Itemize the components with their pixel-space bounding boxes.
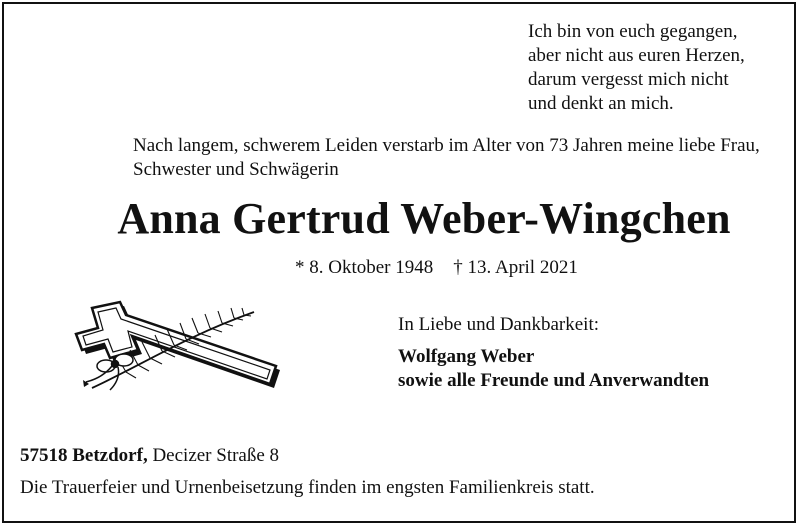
- death-date: † 13. April 2021: [453, 257, 578, 278]
- poem-line: aber nicht aus euren Herzen,: [528, 45, 745, 66]
- mourner-name: Wolfgang Weber: [398, 346, 535, 367]
- poem: [528, 20, 745, 116]
- poem-line: und denkt an mich.: [528, 93, 674, 114]
- poem-line: darum vergesst mich nicht: [528, 69, 729, 90]
- mourner-name: sowie alle Freunde und Anverwandten: [398, 370, 710, 391]
- intro-text: Nach langem, schwerem Leiden verstarb im Alter von 73 Jahren meine liebe Frau, Schwester und Schwägerin: [133, 135, 760, 180]
- cross-with-palm-branch-icon: [66, 296, 298, 396]
- funeral-note: Die Trauerfeier und Urnenbeisetzung finden im engsten Familienkreis statt.: [20, 477, 595, 498]
- mourners-block: [398, 313, 709, 393]
- deceased-name: Anna Gertrud Weber-Wingchen: [117, 194, 731, 243]
- birth-date: * 8. Oktober 1948: [295, 257, 434, 278]
- address-city: 57518 Betzdorf,: [20, 445, 148, 466]
- life-dates: [295, 256, 578, 280]
- address: [20, 444, 279, 468]
- mourners-heading: In Liebe und Dankbarkeit:: [398, 314, 600, 335]
- address-street: Decizer Straße 8: [152, 445, 280, 466]
- poem-line: Ich bin von euch gegangen,: [528, 21, 738, 42]
